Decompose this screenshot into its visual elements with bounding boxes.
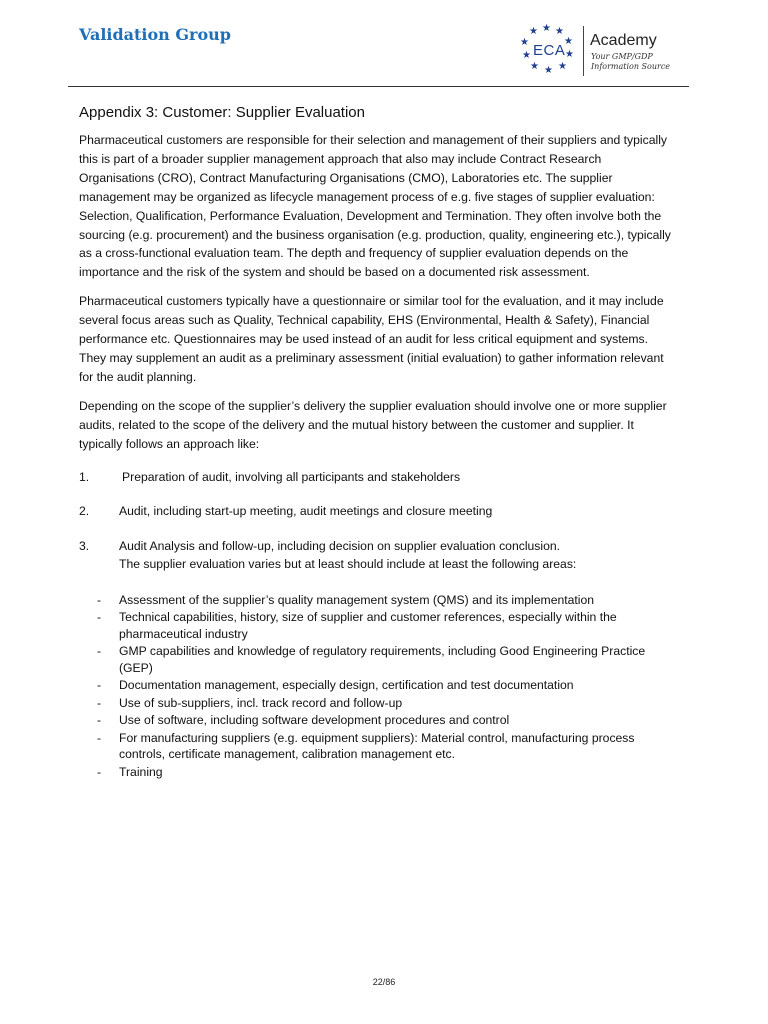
bullet-text: Assessment of the supplier’s quality management system (QMS) and its implementation — [119, 592, 595, 607]
audit-steps-list — [79, 468, 671, 574]
list-item — [79, 592, 671, 609]
step-subtext: The supplier evaluation varies but at least should include at least the following areas: — [119, 557, 577, 571]
eca-academy-logo — [517, 24, 687, 80]
dash-bullet: - — [97, 610, 102, 624]
list-item — [79, 537, 671, 574]
list-item — [79, 730, 671, 763]
list-item — [79, 468, 671, 487]
paragraph: Pharmaceutical customers typically have a questionnaire or similar tool for the evaluation, and it may include several focus areas such as Quality, Technical capability, EHS (Environmental, Health & Safety), Financial performance etc. Questionnaires may be used instead of an audit for less critical equipment and systems. They may supplement an audit as a preliminary assessment (initial evaluation) to gather information relevant for the audit planning. — [79, 294, 664, 384]
bullet-text: Technical capabilities, history, size of supplier and customer references, especially within the pharmaceutical industry — [119, 610, 617, 641]
document-body — [79, 104, 671, 781]
step-number: 3. — [79, 538, 90, 553]
step-number: 2. — [79, 504, 90, 518]
bullet-text: Use of software, including software development procedures and control — [119, 713, 510, 727]
dash-bullet: - — [97, 678, 102, 692]
dash-bullet: - — [97, 713, 102, 727]
list-item — [79, 502, 671, 521]
step-text: Audit, including start-up meeting, audit meetings and closure meeting — [119, 504, 493, 518]
dash-bullet: - — [97, 592, 102, 607]
list-item — [79, 695, 671, 712]
dash-bullet: - — [97, 730, 102, 745]
evaluation-areas-list — [79, 592, 671, 781]
bullet-text: Training — [119, 764, 163, 779]
list-item — [79, 609, 671, 642]
dash-bullet: - — [97, 764, 102, 779]
page-number: 22/86 — [372, 977, 396, 987]
logo-name: Academy — [590, 32, 657, 49]
bullet-text: Use of sub-suppliers, incl. track record and follow-up — [119, 695, 403, 710]
header-title: Validation Group — [79, 25, 231, 44]
dash-bullet: - — [97, 695, 102, 710]
logo-acronym: ECA — [533, 42, 566, 59]
logo-tagline: Your GMP/GDP Information Source — [591, 52, 671, 71]
step-text: Preparation of audit, involving all participants and stakeholders — [122, 469, 461, 484]
section-title: Appendix 3: Customer: Supplier Evaluation — [79, 104, 365, 121]
dash-bullet: - — [97, 644, 102, 658]
list-item — [79, 677, 671, 694]
step-text: Audit Analysis and follow-up, including decision on supplier evaluation conclusion. — [119, 538, 561, 553]
star-ring-icon: ★ ★ ★ ★ ★ ★ ★ ★ ★ ★ — [520, 23, 574, 76]
logo-divider — [583, 26, 584, 76]
list-item — [79, 712, 671, 729]
list-item — [79, 643, 671, 676]
bullet-text: For manufacturing suppliers (e.g. equipment suppliers): Material control, manufacturing process controls, certificate management, calibration management etc. — [119, 730, 635, 761]
bullet-text: GMP capabilities and knowledge of regulatory requirements, including Good Engineering Practice (GEP) — [119, 644, 646, 675]
step-number: 1. — [79, 469, 90, 484]
list-item — [79, 764, 671, 781]
paragraph: Pharmaceutical customers are responsible for their selection and management of their suppliers and typically this is part of a broader supplier management approach that also may include Contract Research Organisations (CRO), Contract Manufacturing Organisations (CMO), Laboratories etc. The supplier management may be organized as lifecycle management process of e.g. five stages of supplier evaluation: Selection, Qualification, Performance Evaluation, Development and Termination. They often involve both the sourcing (e.g. procurement) and the business organisation (e.g. production, quality, engineering etc.), typically as a cross-functional evaluation team. The depth and frequency of supplier evaluation depends on the importance and the risk of the system and should be based on a documented risk assessment. — [79, 133, 671, 280]
paragraph: Depending on the scope of the supplier’s delivery the supplier evaluation should involve one or more supplier audits, related to the scope of the delivery and the mutual history between the customer and supplier. It typically follows an approach like: — [79, 398, 667, 451]
header-divider — [68, 86, 689, 87]
bullet-text: Documentation management, especially design, certification and test documentation — [119, 678, 574, 692]
